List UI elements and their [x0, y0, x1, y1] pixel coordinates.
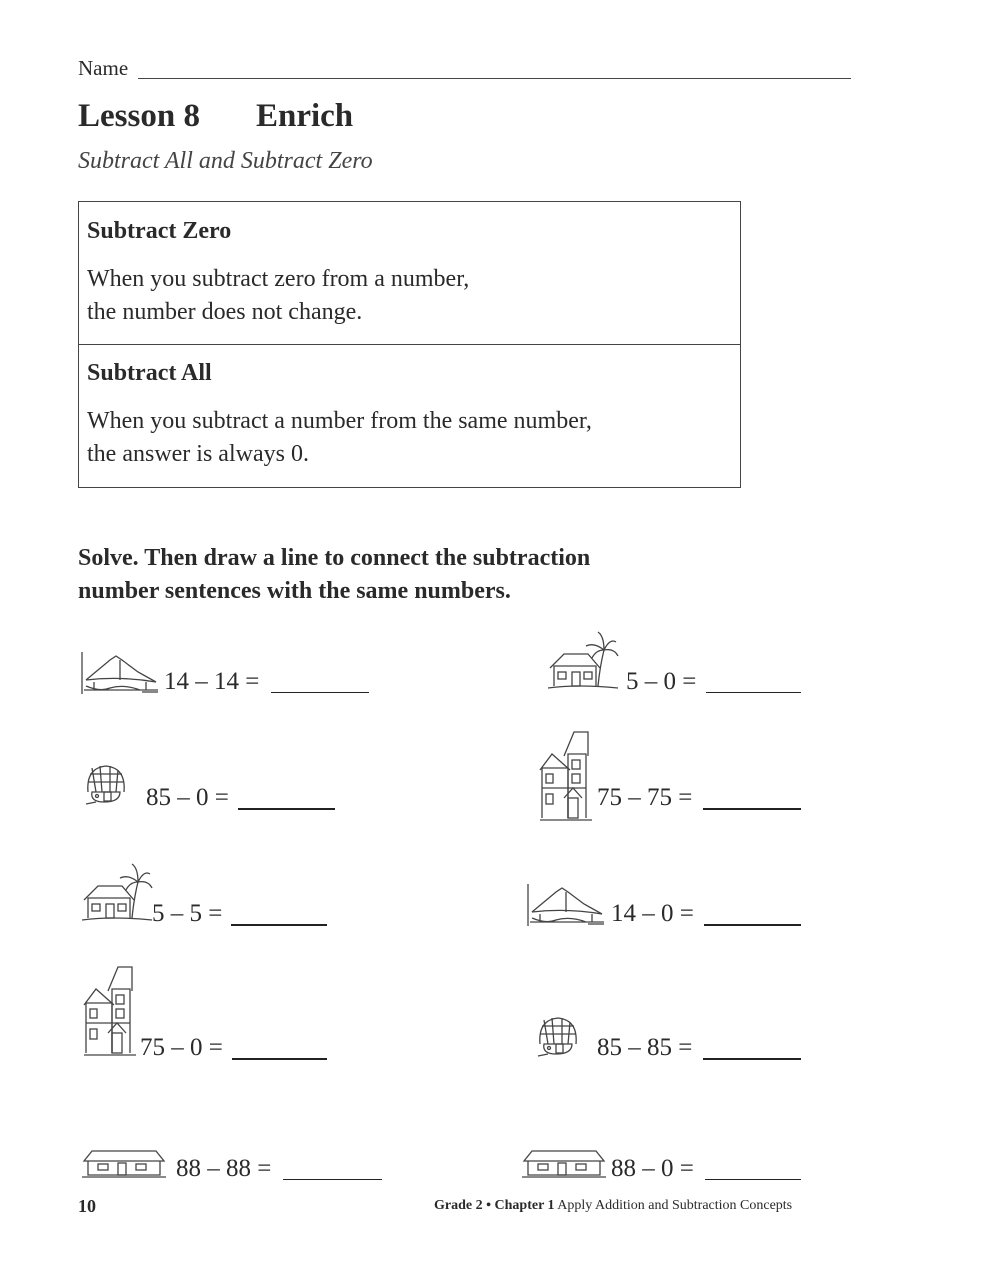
equation: 14 – 0 =	[611, 900, 694, 927]
answer-blank[interactable]	[283, 1179, 382, 1180]
equation: 75 – 0 =	[140, 1034, 223, 1061]
equation: 14 – 14 =	[164, 668, 260, 695]
tall-house-icon	[538, 728, 594, 822]
equation: 75 – 75 =	[597, 784, 693, 811]
tall-house-icon	[82, 963, 138, 1057]
equation: 5 – 5 =	[152, 900, 223, 927]
answer-blank[interactable]	[706, 692, 801, 693]
rule-text-line: When you subtract zero from a number,	[87, 266, 470, 292]
equation: 88 – 88 =	[176, 1155, 272, 1182]
page-number: 10	[78, 1196, 96, 1216]
equation: 88 – 0 =	[611, 1155, 694, 1182]
directions-line: Solve. Then draw a line to connect the subtraction	[78, 545, 591, 571]
name-field[interactable]	[138, 78, 851, 79]
lesson-type: Enrich	[255, 98, 354, 134]
answer-blank[interactable]	[704, 924, 801, 926]
beach-house-icon	[82, 862, 154, 924]
answer-blank[interactable]	[703, 808, 801, 810]
name-label: Name	[78, 56, 129, 80]
page-subtitle: Subtract All and Subtract Zero	[78, 148, 373, 174]
ranch-house-icon	[82, 1147, 166, 1179]
directions-line: number sentences with the same numbers.	[78, 578, 511, 604]
lesson-number: Lesson 8	[78, 98, 200, 134]
rule-title: Subtract Zero	[87, 218, 232, 244]
equation: 5 – 0 =	[626, 668, 697, 695]
rule-text-line: When you subtract a number from the same number,	[87, 408, 592, 434]
answer-blank[interactable]	[703, 1058, 801, 1060]
rule-text-line: the answer is always 0.	[87, 441, 309, 467]
answer-blank[interactable]	[705, 1179, 801, 1180]
ranch-house-icon	[522, 1147, 606, 1179]
equation: 85 – 0 =	[146, 784, 229, 811]
directions	[78, 542, 590, 608]
rules-divider	[79, 344, 740, 345]
tent-icon	[526, 882, 606, 928]
rule-text-line: the number does not change.	[87, 299, 363, 325]
footer-chapter	[434, 1198, 792, 1214]
answer-blank[interactable]	[238, 808, 335, 810]
hut-icon	[82, 762, 132, 806]
footer-chapter-title: Apply Addition and Subtraction Concepts	[557, 1198, 793, 1213]
answer-blank[interactable]	[231, 924, 327, 926]
rule-subtract-all	[87, 360, 592, 471]
hut-icon	[534, 1014, 584, 1058]
page-title	[78, 98, 353, 135]
answer-blank[interactable]	[271, 692, 369, 693]
equation: 85 – 85 =	[597, 1034, 693, 1061]
footer-grade-chapter: Grade 2 • Chapter 1	[434, 1198, 555, 1213]
rule-title: Subtract All	[87, 360, 212, 386]
beach-house-icon	[548, 630, 620, 692]
rule-subtract-zero	[87, 218, 469, 329]
tent-icon	[80, 650, 160, 696]
rules-box	[78, 201, 741, 488]
answer-blank[interactable]	[232, 1058, 327, 1060]
